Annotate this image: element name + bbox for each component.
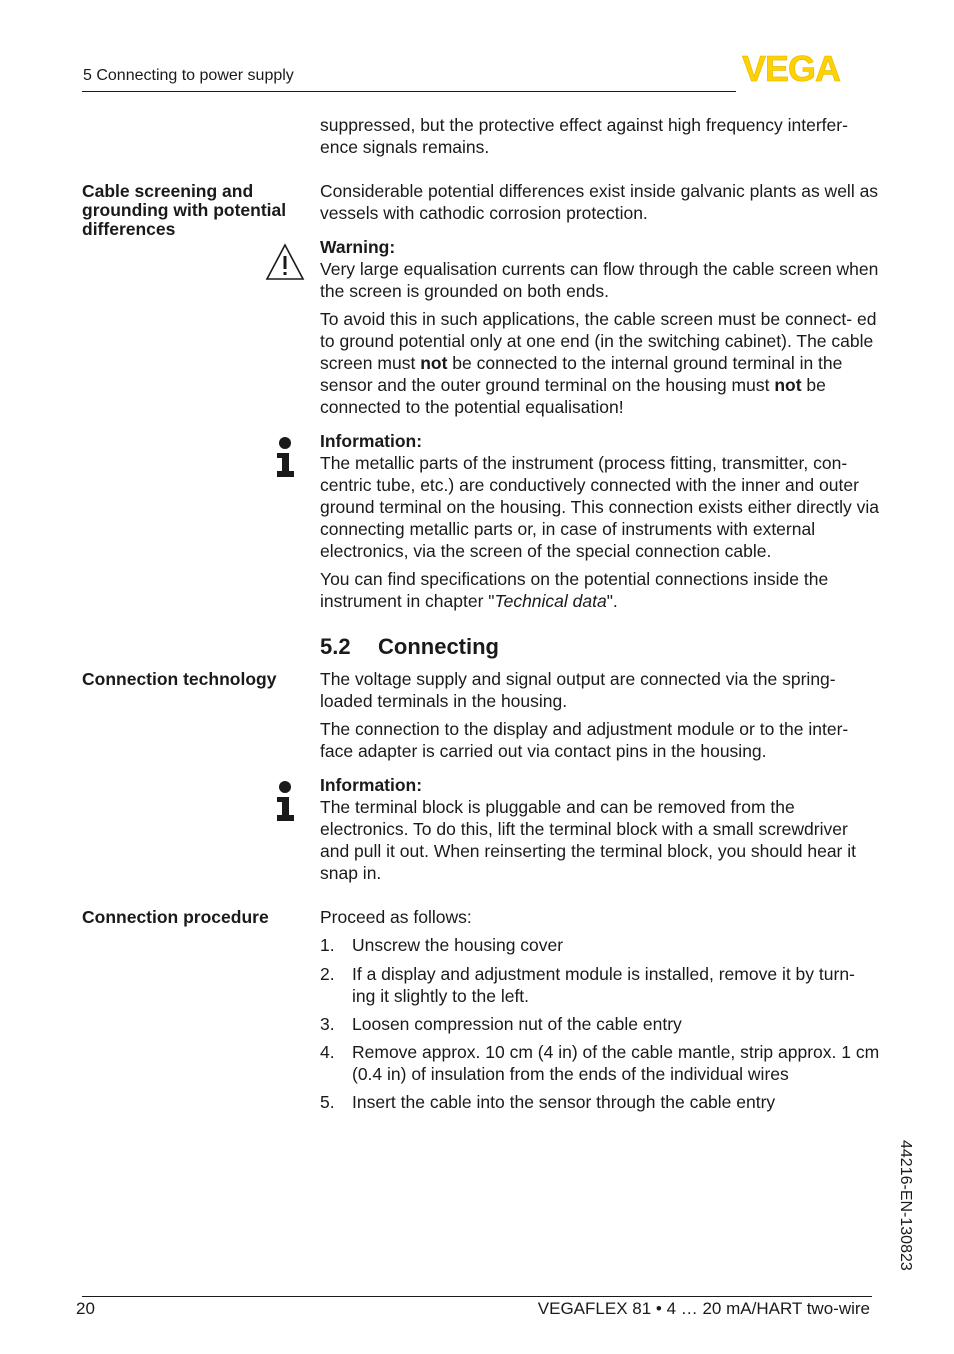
footer-divider: [82, 1296, 872, 1297]
section-title: Connecting: [378, 634, 499, 659]
information-block-metallic: [320, 430, 880, 562]
information-title: Information:: [320, 431, 423, 451]
warning-title: Warning:: [320, 237, 396, 257]
side-heading-connection-procedure: Connection procedure: [82, 907, 269, 927]
page-number: 20: [76, 1299, 95, 1318]
screening-paragraph: Considerable potential differences exist inside galvanic plants as well as vessels with cathodic corrosion protection.: [320, 181, 879, 223]
information-text: The metallic parts of the instrument (process fitting, transmitter, con- centric tube, etc.) are conductively connected with the inner and outer ground terminal on the housing. This connection exists either directly via connecting metallic parts or, in case of instruments with external electronics, via the screen of the special connection cable.: [320, 453, 880, 561]
technology-paragraph-1: The voltage supply and signal output are connected via the spring- loaded terminals in the housing.: [320, 669, 836, 711]
warning-triangle-icon: [264, 242, 306, 287]
information-icon: [274, 436, 296, 483]
technology-paragraph-2: The connection to the display and adjustment module or to the inter- face adapter is carried out via contact pins in the housing.: [320, 719, 849, 761]
running-header: 5 Connecting to power supply: [83, 67, 294, 84]
information-text: The terminal block is pluggable and can be removed from the electronics. To do this, lift the terminal block with a small screwdriver and pull it out. When reinserting the terminal block, you should hear it snap in.: [320, 797, 856, 883]
side-heading-cable-screening: Cable screening and grounding with potential differences: [82, 181, 287, 239]
section-heading-connecting: [320, 634, 499, 660]
section-number: 5.2: [320, 634, 351, 659]
side-heading-connection-technology: Connection technology: [82, 669, 277, 689]
logo-wordmark: VEGA: [742, 52, 841, 84]
information-title: Information:: [320, 775, 423, 795]
specifications-paragraph: You can find specifications on the potential connections inside the instrument in chapter "Technical data".: [320, 569, 829, 611]
avoid-paragraph: To avoid this in such applications, the cable screen must be connect- ed to ground potential only at one end (in the switching cabinet). The cable screen must not be connected to the internal ground terminal in the sensor and the outer ground terminal on the housing must not be connected to the potential equalisation!: [320, 309, 877, 417]
product-footer: VEGAFLEX 81 • 4 … 20 mA/HART two-wire: [537, 1299, 870, 1318]
information-block-terminal: [320, 774, 880, 884]
information-icon: [274, 780, 296, 827]
warning-text: Very large equalisation currents can flow through the cable screen when the screen is grounded on both ends.: [320, 259, 879, 301]
vega-logo: [742, 52, 872, 84]
continued-paragraph: suppressed, but the protective effect against high frequency interfer- ence signals remains.: [320, 115, 848, 157]
warning-block: [320, 236, 880, 302]
document-number: 44216-EN-130823: [897, 1140, 914, 1271]
header-divider: [82, 91, 736, 92]
procedure-intro: Proceed as follows:: [320, 907, 472, 927]
